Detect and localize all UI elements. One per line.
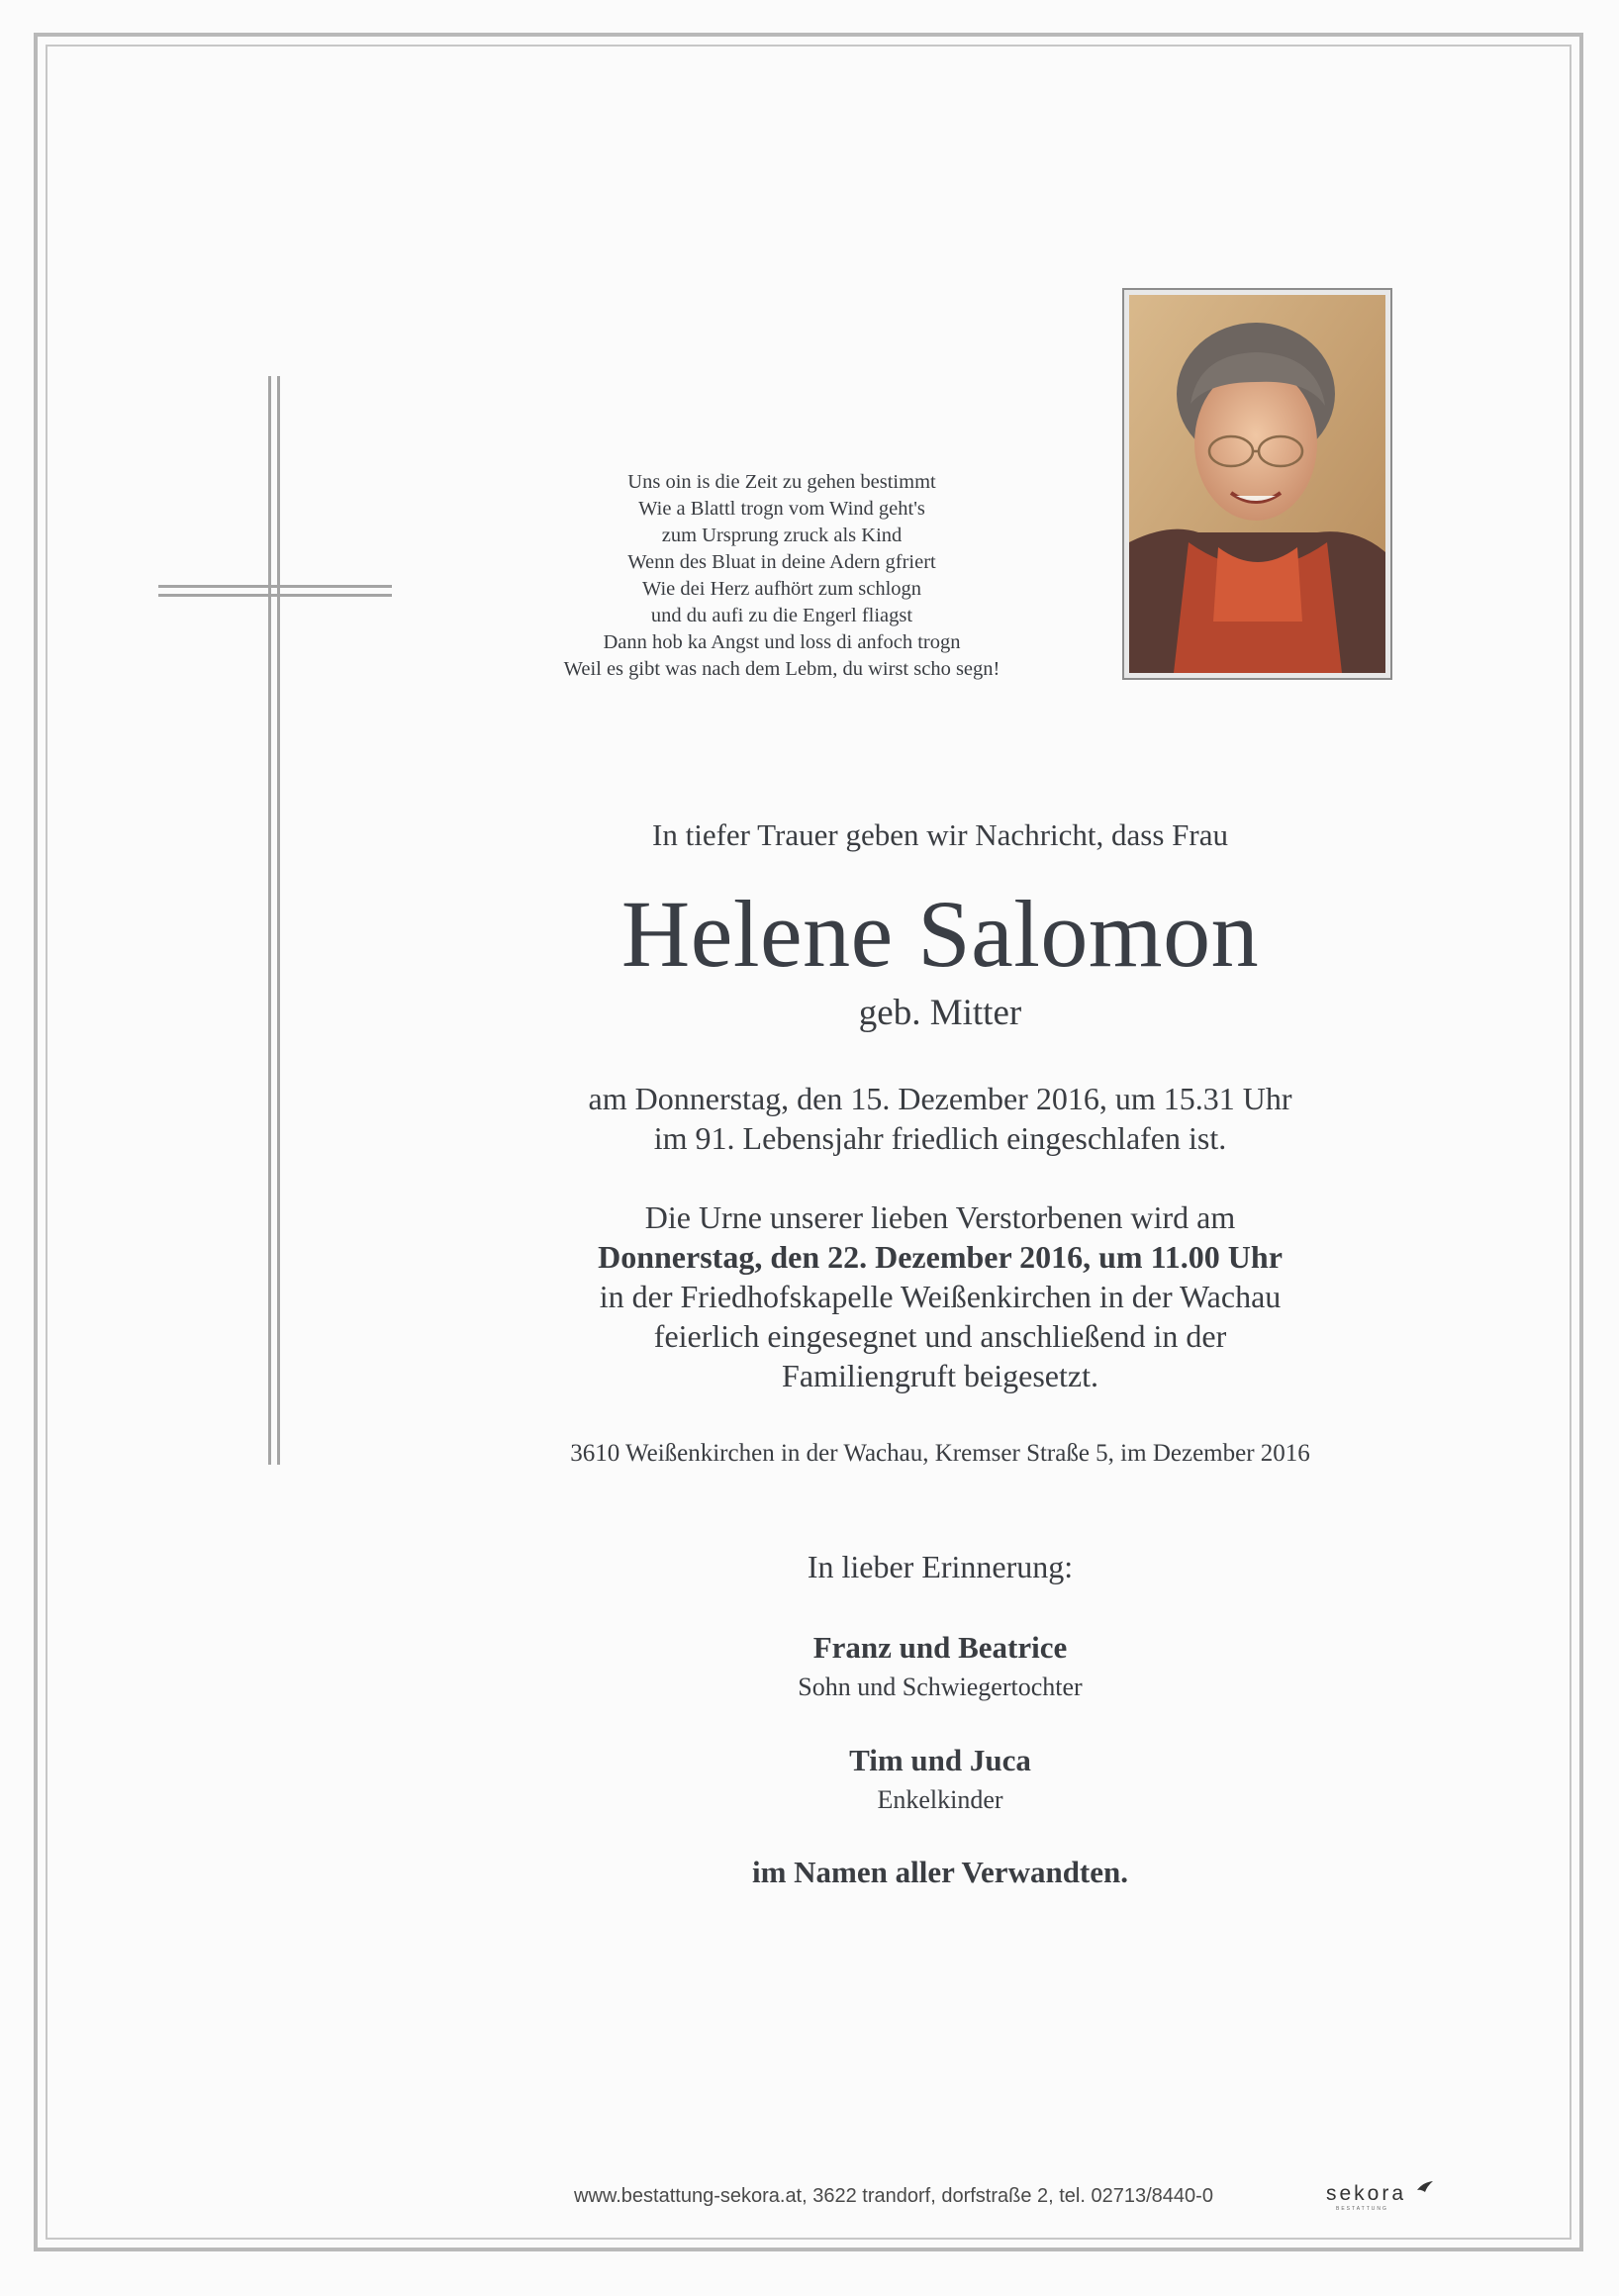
cross-icon-vertical: [268, 376, 281, 1465]
bird-icon: [1415, 2178, 1435, 2198]
logo-subtext: BESTATTUNG: [1336, 2206, 1388, 2212]
funeral-date: Donnerstag, den 22. Dezember 2016, um 11.00 Uhr: [598, 1239, 1283, 1275]
funeral-line: in der Friedhofskapelle Weißenkirchen in der Wachau: [599, 1279, 1282, 1314]
family-names: Franz und Beatrice: [812, 1630, 1068, 1665]
funeral-line: Familiengruft beigesetzt.: [782, 1358, 1098, 1393]
funeral-notice: [445, 1197, 1435, 1395]
family-names: Tim und Juca: [849, 1743, 1031, 1777]
death-notice: [445, 1079, 1435, 1158]
place-date: 3610 Weißenkirchen in der Wachau, Kremser Straße 5, im Dezember 2016: [570, 1440, 1310, 1467]
cross-icon-horizontal: [158, 585, 392, 598]
death-line: am Donnerstag, den 15. Dezember 2016, um 15.31 Uhr: [588, 1081, 1292, 1116]
intro-text: In tiefer Trauer geben wir Nachricht, dass Frau: [652, 817, 1228, 852]
death-line: im 91. Lebensjahr friedlich eingeschlafen ist.: [653, 1120, 1227, 1156]
birth-name: geb. Mitter: [858, 993, 1022, 1033]
poem-line: Wenn des Bluat in deine Adern gfriert: [627, 551, 936, 573]
portrait-photo: [1122, 288, 1392, 680]
poem-line: Uns oin is die Zeit zu gehen bestimmt: [627, 471, 936, 493]
funeral-line: feierlich eingesegnet und anschließend in der: [653, 1318, 1227, 1354]
poem-line: Dann hob ka Angst und loss di anfoch trogn: [603, 631, 961, 653]
logo-text: sekora: [1326, 2182, 1407, 2205]
footer-contact: www.bestattung-sekora.at, 3622 trandorf, dorfstraße 2, tel. 02713/8440-0: [574, 2185, 1213, 2207]
portrait-photo-icon: [1129, 295, 1385, 673]
poem: [475, 469, 1089, 683]
memory-heading: In lieber Erinnerung:: [807, 1549, 1074, 1584]
family-relation: Sohn und Schwiegertochter: [798, 1673, 1083, 1701]
poem-line: Weil es gibt was nach dem Lebm, du wirst scho segn!: [563, 658, 1000, 680]
family-relation: Enkelkinder: [877, 1785, 1003, 1814]
deceased-name: Helene Salomon: [620, 881, 1260, 987]
poem-line: Wie a Blattl trogn vom Wind geht's: [638, 498, 925, 520]
sekora-logo: [1326, 2178, 1435, 2218]
closing-text: im Namen aller Verwandten.: [751, 1855, 1129, 1889]
poem-line: und du aufi zu die Engerl fliagst: [650, 605, 913, 626]
funeral-line: Die Urne unserer lieben Verstorbenen wird am: [644, 1199, 1236, 1235]
poem-line: zum Ursprung zruck als Kind: [661, 525, 903, 546]
poem-line: Wie dei Herz aufhört zum schlogn: [641, 578, 922, 600]
